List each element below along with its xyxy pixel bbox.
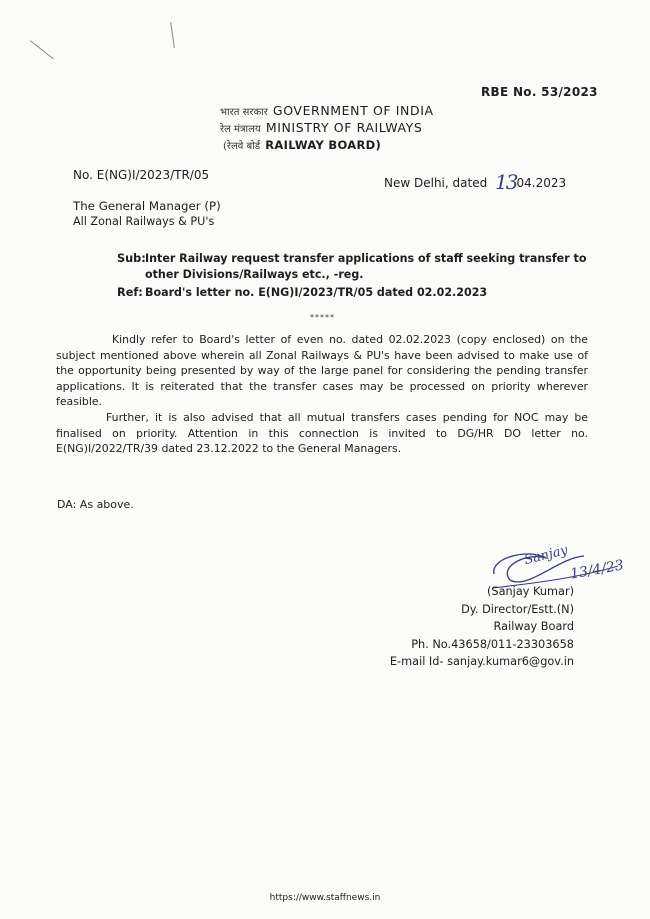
letterhead-hindi-1: भारत सरकार: [220, 107, 268, 118]
place-dated: New Delhi, dated: [384, 176, 488, 190]
body-paragraph-1: [56, 332, 588, 410]
signatory-designation: Dy. Director/Estt.(N): [461, 602, 574, 616]
footer-url[interactable]: https://www.staffnews.in: [269, 893, 381, 903]
signatory-email[interactable]: E-mail Id- sanjay.kumar6@gov.in: [389, 655, 574, 668]
subject-line-2: other Divisions/Railways etc., -reg.: [145, 268, 364, 281]
subject-line-1: Inter Railway request transfer applications of staff seeking transfer to: [145, 252, 587, 265]
letterhead-english-1: GOVERNMENT OF INDIA: [272, 103, 434, 118]
letterhead-hindi-3: (रेलवे बोर्ड: [223, 141, 261, 152]
date-month-year: 04.2023: [516, 176, 567, 190]
addressee-line-2: All Zonal Railways & PU's: [73, 215, 215, 228]
enclosure-note: DA: As above.: [57, 498, 134, 511]
body-paragraph-2-text: Further, it is also advised that all mutual transfers cases pending for NOC may be finalised on priority. Attention in this connection is invited to DG/HR DO letter no. E(NG)I/2022/TR/39 dated 23.12.2022 to the General Managers.: [56, 411, 588, 455]
scan-mark: [170, 22, 175, 48]
rbe-number: RBE No. 53/2023: [481, 85, 598, 99]
scan-mark: [30, 40, 54, 59]
reference-label: Ref:: [117, 286, 143, 299]
handwritten-day: 13: [495, 170, 517, 194]
letterhead-english-2: MINISTRY OF RAILWAYS: [265, 120, 423, 135]
letterhead-line-3: [223, 134, 381, 153]
letter-date: [384, 168, 566, 192]
signatory-name: (Sanjay Kumar): [487, 585, 574, 598]
letterhead-hindi-2: रेल मंत्रालय: [220, 124, 261, 135]
reference-text: Board's letter no. E(NG)I/2023/TR/05 dated 02.02.2023: [145, 286, 488, 299]
addressee-line-1: The General Manager (P): [73, 199, 221, 213]
letter-number: No. E(NG)I/2023/TR/05: [73, 168, 210, 182]
signature-block: [390, 583, 574, 671]
body-paragraph-2: [56, 410, 588, 457]
separator: *****: [310, 313, 335, 322]
subject-label: Sub:: [117, 252, 146, 265]
signature-date: 13/4/23: [569, 557, 625, 583]
signatory-phone: Ph. No.43658/011-23303658: [411, 637, 574, 651]
letterhead-english-3: RAILWAY BOARD): [265, 138, 382, 152]
signatory-office: Railway Board: [493, 620, 574, 633]
signature-handwritten: Sanjay: [522, 542, 570, 569]
body-paragraph-1-text: Kindly refer to Board's letter of even no. dated 02.02.2023 (copy enclosed) on the subject mentioned above wherein all Zonal Railways & PU's have been advised to make use of the opportunity being presented by way of the large panel for considering the pending transfer applications. It is reiterated that the transfer cases may be processed on priority wherever feasible.: [56, 333, 588, 408]
